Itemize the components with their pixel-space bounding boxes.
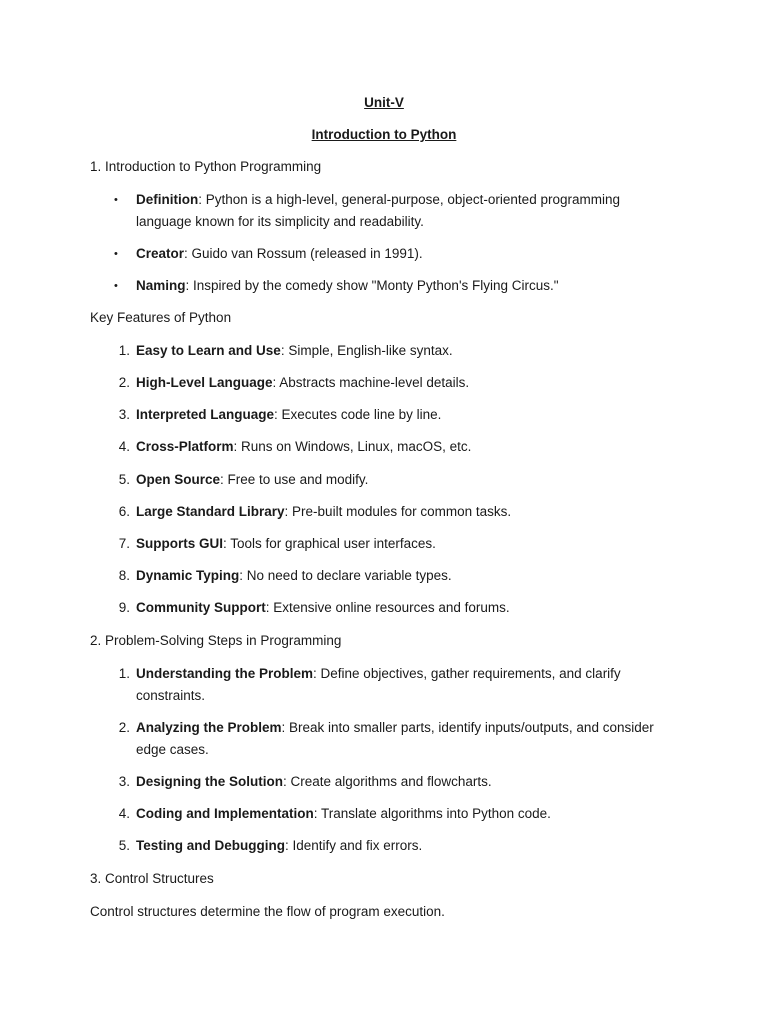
list-term: Interpreted Language [136,407,275,422]
page-title: Introduction to Python [311,127,457,142]
list-text: : Translate algorithms into Python code. [313,806,551,821]
list-number: 4. [118,806,130,821]
list-number: 9. [118,600,130,615]
bullet-term: Creator [136,246,185,261]
control-structures-paragraph: Control structures determine the flow of program execution. [90,904,445,919]
list-text: : Break into smaller parts, identify inputs/outputs, and consider edge cases. [136,720,654,757]
list-item [118,663,676,707]
list-number: 5. [118,472,130,487]
list-term: Community Support [136,600,266,615]
section-heading-problem-solving: 2. Problem-Solving Steps in Programming [90,633,342,648]
list-text: : Free to use and modify. [220,472,369,487]
bullet-item-naming [114,275,676,297]
list-text: : Abstracts machine-level details. [272,375,470,390]
list-number: 1. [118,343,130,358]
list-item [118,835,676,857]
list-text: : Executes code line by line. [274,407,442,422]
list-item [118,340,676,362]
list-text: : Identify and fix errors. [285,838,423,853]
list-item [118,469,676,491]
list-term: Coding and Implementation [136,806,314,821]
list-term: Designing the Solution [136,774,283,789]
list-text: : Define objectives, gather requirements, and clarify constraints. [136,666,621,703]
section-heading-features: Key Features of Python [90,310,232,325]
list-term: Dynamic Typing [136,568,240,583]
list-item [118,436,676,458]
section-heading-intro: 1. Introduction to Python Programming [90,159,322,174]
list-number: 5. [118,838,130,853]
bullet-item-definition [114,189,676,233]
list-number: 4. [118,439,130,454]
list-text: : Extensive online resources and forums. [265,600,510,615]
bullet-text: : Python is a high-level, general-purpose, object-oriented programming language known for its simplicity and readability. [136,192,620,229]
list-text: : Tools for graphical user interfaces. [223,536,436,551]
list-text: : Create algorithms and flowcharts. [283,774,492,789]
list-text: : Simple, English-like syntax. [280,343,453,358]
list-term: Supports GUI [136,536,223,551]
bullet-text: : Inspired by the comedy show "Monty Python's Flying Circus." [185,278,559,293]
list-text: : Pre-built modules for common tasks. [284,504,512,519]
list-term: Analyzing the Problem [136,720,282,735]
list-term: Cross-Platform [136,439,234,454]
list-item [118,565,676,587]
list-term: Easy to Learn and Use [136,343,281,358]
bullet-item-creator [114,243,676,265]
list-term: Open Source [136,472,221,487]
list-item [118,597,676,619]
list-number: 6. [118,504,130,519]
bullet-icon: • [114,194,118,206]
list-number: 8. [118,568,130,583]
list-item [118,533,676,555]
list-term: Understanding the Problem [136,666,314,681]
list-term: Testing and Debugging [136,838,285,853]
bullet-icon: • [114,280,118,292]
list-item [118,803,676,825]
list-item [118,501,676,523]
list-item [118,771,676,793]
bullet-term: Naming [136,278,186,293]
list-item [118,717,676,761]
list-item [118,372,676,394]
list-number: 3. [118,407,130,422]
bullet-text: : Guido van Rossum (released in 1991). [184,246,423,261]
list-number: 1. [118,666,130,681]
list-term: Large Standard Library [136,504,285,519]
bullet-icon: • [114,248,118,260]
list-number: 2. [118,720,130,735]
section-heading-control-structures: 3. Control Structures [90,871,214,886]
list-text: : Runs on Windows, Linux, macOS, etc. [233,439,472,454]
list-item [118,404,676,426]
list-text: : No need to declare variable types. [239,568,452,583]
unit-title: Unit-V [364,95,404,110]
list-number: 7. [118,536,130,551]
list-number: 3. [118,774,130,789]
list-number: 2. [118,375,130,390]
list-term: High-Level Language [136,375,273,390]
bullet-term: Definition [136,192,199,207]
